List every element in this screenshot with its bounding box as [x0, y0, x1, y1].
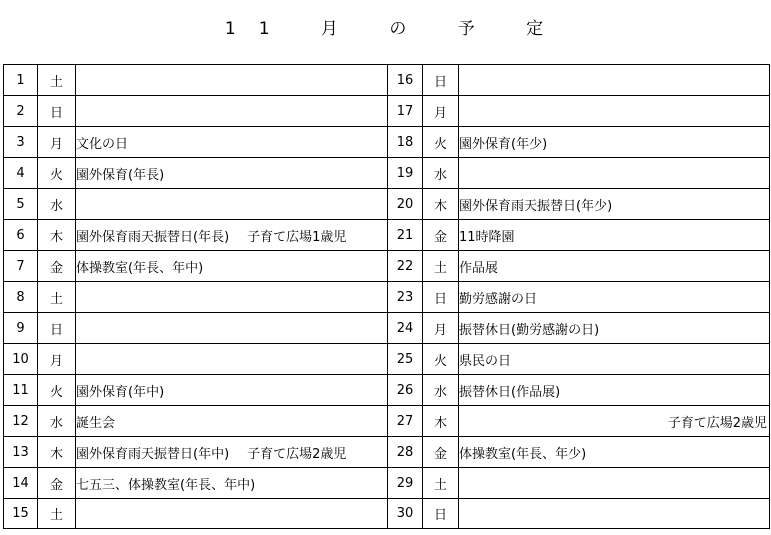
day-of-week: 日	[423, 499, 459, 529]
event-cell: 体操教室(年長、年少)	[459, 437, 770, 468]
table-row	[4, 251, 770, 282]
event-cell	[459, 468, 770, 499]
event-cell	[76, 220, 388, 251]
day-number: 8	[4, 282, 38, 313]
table-row	[4, 96, 770, 127]
day-of-week: 土	[423, 251, 459, 282]
day-number: 26	[388, 375, 423, 406]
day-of-week: 月	[38, 127, 76, 158]
day-number: 15	[4, 499, 38, 529]
day-of-week: 水	[423, 375, 459, 406]
table-row	[4, 406, 770, 437]
event-cell	[76, 282, 388, 313]
event-cell	[76, 499, 388, 529]
day-number: 3	[4, 127, 38, 158]
day-number: 23	[388, 282, 423, 313]
day-of-week: 木	[423, 406, 459, 437]
event-cell	[76, 127, 388, 158]
day-of-week: 水	[38, 406, 76, 437]
day-number: 2	[4, 96, 38, 127]
day-of-week: 日	[423, 282, 459, 313]
day-number: 11	[4, 375, 38, 406]
day-number: 14	[4, 468, 38, 499]
day-of-week: 日	[38, 96, 76, 127]
day-of-week: 日	[423, 65, 459, 96]
event-cell: 県民の日	[459, 344, 770, 375]
event-text: 園外保育雨天振替日(年中)	[76, 446, 230, 462]
day-of-week: 水	[423, 158, 459, 189]
event-cell	[76, 344, 388, 375]
event-text: 七五三、体操教室(年長、年中)	[76, 477, 256, 493]
event-cell	[76, 65, 388, 96]
day-of-week: 火	[423, 127, 459, 158]
event-text: 園外保育(年長)	[76, 167, 165, 183]
day-of-week: 土	[38, 499, 76, 529]
table-row	[4, 437, 770, 468]
table-row	[4, 282, 770, 313]
day-of-week: 木	[423, 189, 459, 220]
event-cell: 11時降園	[459, 220, 770, 251]
day-number: 24	[388, 313, 423, 344]
day-number: 28	[388, 437, 423, 468]
day-of-week: 月	[423, 96, 459, 127]
event-cell: 園外保育(年少)	[459, 127, 770, 158]
day-of-week: 火	[423, 344, 459, 375]
day-of-week: 金	[423, 220, 459, 251]
event-text: 文化の日	[76, 136, 129, 152]
table-row	[4, 189, 770, 220]
event-text: 園外保育(年中)	[76, 384, 165, 400]
event-cell	[76, 375, 388, 406]
day-of-week: 土	[38, 282, 76, 313]
table-row	[4, 65, 770, 96]
day-of-week: 土	[38, 65, 76, 96]
day-number: 1	[4, 65, 38, 96]
event-cell	[76, 437, 388, 468]
day-number: 13	[4, 437, 38, 468]
day-number: 9	[4, 313, 38, 344]
page-title: 11 月 の 予 定	[224, 19, 567, 39]
table-row	[4, 468, 770, 499]
event-text: 体操教室(年長、年中)	[76, 260, 204, 276]
event-extra-text: 子育て広場2歳児	[247, 446, 347, 462]
day-number: 21	[388, 220, 423, 251]
day-number: 27	[388, 406, 423, 437]
day-number: 17	[388, 96, 423, 127]
event-cell	[459, 499, 770, 529]
event-cell	[76, 189, 388, 220]
day-number: 25	[388, 344, 423, 375]
event-cell	[459, 96, 770, 127]
day-of-week: 金	[38, 468, 76, 499]
table-row	[4, 375, 770, 406]
day-number: 10	[4, 344, 38, 375]
day-of-week: 木	[38, 220, 76, 251]
table-row	[4, 499, 770, 529]
schedule-table	[3, 64, 770, 529]
day-number: 5	[4, 189, 38, 220]
day-of-week: 土	[423, 468, 459, 499]
day-of-week: 金	[38, 251, 76, 282]
event-cell	[76, 96, 388, 127]
event-cell	[459, 158, 770, 189]
event-cell: 振替休日(作品展)	[459, 375, 770, 406]
day-number: 18	[388, 127, 423, 158]
day-number: 19	[388, 158, 423, 189]
table-row	[4, 344, 770, 375]
event-cell: 振替休日(勤労感謝の日)	[459, 313, 770, 344]
table-row	[4, 313, 770, 344]
day-number: 30	[388, 499, 423, 529]
table-row	[4, 158, 770, 189]
event-cell: 園外保育雨天振替日(年少)	[459, 189, 770, 220]
event-text: 園外保育雨天振替日(年長)	[76, 229, 230, 245]
event-cell	[76, 406, 388, 437]
event-text: 誕生会	[76, 415, 116, 431]
day-of-week: 火	[38, 375, 76, 406]
day-of-week: 火	[38, 158, 76, 189]
table-row	[4, 220, 770, 251]
day-number: 16	[388, 65, 423, 96]
event-cell: 作品展	[459, 251, 770, 282]
day-number: 12	[4, 406, 38, 437]
event-cell	[76, 468, 388, 499]
day-of-week: 月	[38, 344, 76, 375]
day-of-week: 水	[38, 189, 76, 220]
event-cell: 勤労感謝の日	[459, 282, 770, 313]
day-number: 20	[388, 189, 423, 220]
day-number: 22	[388, 251, 423, 282]
event-cell	[76, 158, 388, 189]
event-extra-text: 子育て広場1歳児	[247, 229, 347, 245]
event-cell	[76, 251, 388, 282]
day-of-week: 木	[38, 437, 76, 468]
day-number: 29	[388, 468, 423, 499]
day-number: 4	[4, 158, 38, 189]
day-of-week: 日	[38, 313, 76, 344]
day-number: 6	[4, 220, 38, 251]
event-cell	[76, 313, 388, 344]
table-row	[4, 127, 770, 158]
event-cell: 子育て広場2歳児	[459, 406, 770, 437]
day-of-week: 金	[423, 437, 459, 468]
event-cell	[459, 65, 770, 96]
day-of-week: 月	[423, 313, 459, 344]
day-number: 7	[4, 251, 38, 282]
